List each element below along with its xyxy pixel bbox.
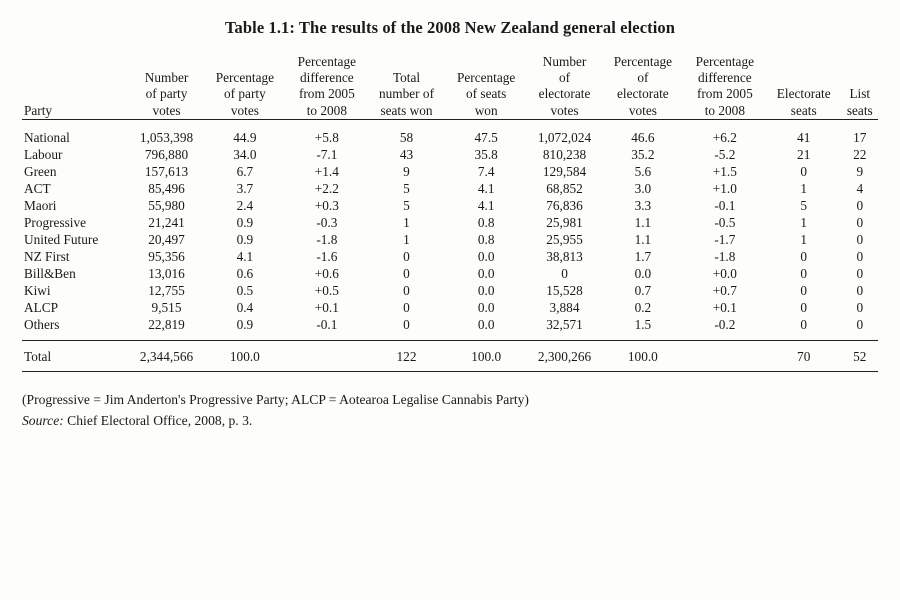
cell-list-seats: 17 — [853, 129, 867, 145]
cell-electorate-votes-diff: -0.5 — [714, 214, 736, 230]
cell-party: Maori — [24, 197, 57, 213]
cell-electorate-votes: 25,981 — [546, 214, 583, 230]
cell-party-votes: 95,356 — [148, 248, 185, 264]
cell-total-party-votes-diff — [286, 341, 368, 366]
column-header-list-seats — [842, 54, 878, 119]
cell-party: Green — [24, 163, 57, 179]
cell-party-votes-diff: -0.3 — [316, 214, 338, 230]
cell-total-seats-pct: 100.0 — [445, 341, 527, 366]
cell-list-seats: 0 — [856, 214, 864, 230]
cell-party-votes-pct: 4.1 — [236, 248, 254, 264]
cell-party: Bill&Ben — [24, 266, 76, 281]
header-line: of seats — [466, 86, 507, 102]
cell-total-electorate-votes-diff — [684, 341, 766, 366]
cell-party: NZ First — [24, 248, 70, 264]
cell-party-votes-pct: 3.7 — [236, 180, 254, 196]
column-header-percentage-difference-party — [286, 54, 368, 119]
header-line: difference — [300, 70, 354, 86]
header-line: of party — [224, 86, 266, 102]
table-row — [22, 299, 878, 316]
cell-seats-pct: 0.8 — [477, 231, 495, 247]
cell-electorate-seats: 5 — [800, 197, 808, 213]
table-body — [22, 129, 878, 365]
cell-party-votes-pct: 0.9 — [236, 317, 254, 333]
cell-electorate-votes-diff: -1.8 — [714, 248, 736, 264]
cell-electorate-votes-pct: 1.5 — [634, 317, 652, 333]
table-row — [22, 214, 878, 231]
cell-party-votes-pct: 0.9 — [236, 214, 254, 230]
cell-total-seats: 5 — [403, 180, 410, 196]
table-row — [22, 146, 878, 163]
table-row — [22, 316, 878, 341]
cell-seats-pct: 0.0 — [477, 248, 495, 264]
cell-electorate-votes-diff: -5.2 — [714, 146, 736, 162]
cell-electorate-votes: 1,072,024 — [537, 129, 592, 145]
header-line: votes — [230, 102, 259, 118]
cell-total-party-votes-pct: 100.0 — [204, 341, 286, 366]
cell-electorate-votes-pct: 0.7 — [634, 283, 652, 299]
header-line: Number — [542, 54, 587, 69]
cell-electorate-seats: 1 — [800, 180, 808, 196]
cell-total-seats: 5 — [403, 197, 410, 213]
table-row — [22, 231, 878, 248]
cell-seats-pct: 0.0 — [477, 300, 495, 316]
header-line: Percentage — [613, 54, 673, 69]
cell-electorate-votes-diff: +1.0 — [712, 180, 737, 196]
header-line: of — [558, 70, 571, 86]
cell-party: Labour — [24, 146, 63, 162]
cell-electorate-seats: 0 — [800, 300, 808, 316]
table-row — [22, 282, 878, 299]
cell-electorate-votes-diff: +0.0 — [712, 266, 737, 281]
cell-list-seats: 22 — [853, 146, 867, 162]
header-line: Electorate — [776, 86, 831, 102]
cell-party-votes-diff: -0.1 — [316, 317, 338, 333]
cell-party-votes-pct: 34.0 — [233, 146, 257, 162]
cell-electorate-votes: 76,836 — [546, 197, 583, 213]
header-line: from 2005 — [298, 86, 355, 102]
cell-electorate-votes-diff: +6.2 — [712, 129, 737, 145]
cell-electorate-votes: 32,571 — [546, 317, 583, 333]
header-line: to 2008 — [306, 102, 347, 118]
cell-party-votes-diff: -7.1 — [316, 146, 338, 162]
header-line: List — [849, 86, 871, 102]
cell-electorate-seats: 0 — [800, 317, 808, 333]
header-line: seats — [790, 102, 817, 118]
cell-party-votes-diff: +1.4 — [314, 163, 339, 179]
cell-party-votes-pct: 44.9 — [233, 129, 257, 145]
header-line: Percentage — [456, 70, 516, 86]
cell-electorate-votes-pct: 35.2 — [631, 146, 655, 162]
table-total-row — [22, 341, 878, 366]
cell-electorate-votes-diff: +0.7 — [712, 283, 737, 299]
cell-electorate-votes: 68,852 — [546, 180, 583, 196]
cell-party-votes-diff: -1.8 — [316, 231, 338, 247]
cell-total-seats: 1 — [403, 231, 410, 247]
cell-electorate-votes-pct: 0.0 — [634, 266, 652, 281]
source-note — [22, 411, 878, 431]
cell-party-votes: 21,241 — [148, 214, 185, 230]
table-bottom-rule — [22, 371, 878, 372]
cell-party: Kiwi — [24, 283, 51, 299]
header-line: Percentage — [297, 54, 356, 69]
cell-list-seats: 0 — [856, 248, 864, 264]
cell-seats-pct: 0.0 — [477, 266, 495, 281]
table-notes — [22, 390, 878, 430]
cell-party: ALCP — [24, 300, 58, 316]
cell-total-seats: 1 — [403, 214, 410, 230]
cell-electorate-votes-diff: -0.1 — [714, 197, 736, 213]
header-line: of — [637, 70, 649, 86]
column-header-total-seats-won — [368, 54, 445, 119]
table-row — [22, 248, 878, 265]
cell-seats-pct: 0.0 — [477, 283, 495, 299]
cell-list-seats: 4 — [856, 180, 864, 196]
cell-party-votes-pct: 0.5 — [236, 283, 254, 299]
cell-party-votes-diff: +2.2 — [314, 180, 339, 196]
cell-total-seats: 9 — [403, 163, 410, 179]
cell-electorate-votes-pct: 5.6 — [634, 163, 652, 179]
header-line: seats won — [380, 102, 433, 118]
cell-total-party-votes: 2,344,566 — [129, 341, 204, 366]
table-header — [22, 54, 878, 129]
cell-party-votes-diff: -1.6 — [316, 248, 338, 264]
cell-total-seats: 43 — [399, 146, 414, 162]
cell-list-seats: 0 — [856, 231, 864, 247]
header-line: votes — [628, 102, 657, 118]
cell-electorate-seats: 0 — [800, 163, 808, 179]
cell-total-seats: 58 — [399, 129, 414, 145]
cell-total-seats: 0 — [403, 266, 410, 281]
cell-party-votes-diff: +0.6 — [314, 266, 339, 281]
cell-party: National — [24, 129, 70, 145]
cell-total-label: Total — [22, 341, 129, 366]
cell-total-seats: 0 — [403, 300, 410, 316]
header-line: to 2008 — [704, 102, 745, 118]
cell-electorate-votes-pct: 1.7 — [634, 248, 652, 264]
cell-total-seats: 0 — [403, 283, 410, 299]
cell-total-electorate-votes: 2,300,266 — [527, 341, 602, 366]
cell-electorate-votes: 0 — [561, 266, 568, 281]
table-caption: Table 1.1: The results of the 2008 New Zealand general election — [224, 18, 676, 37]
cell-party: United Future — [24, 231, 99, 247]
election-results-table — [22, 54, 878, 365]
header-line: won — [474, 102, 498, 118]
cell-list-seats: 0 — [856, 317, 864, 333]
cell-electorate-votes: 810,238 — [542, 146, 587, 162]
cell-seats-pct: 35.8 — [474, 146, 498, 162]
table-row — [22, 265, 878, 282]
cell-party-votes: 796,880 — [144, 146, 189, 162]
cell-electorate-seats: 21 — [797, 146, 811, 162]
cell-electorate-votes-pct: 3.3 — [634, 197, 652, 213]
cell-party-votes: 1,053,398 — [139, 129, 194, 145]
cell-electorate-votes: 3,884 — [549, 300, 580, 316]
cell-electorate-votes: 38,813 — [546, 248, 583, 264]
column-header-percentage-of-seats-won — [445, 54, 527, 119]
cell-list-seats: 9 — [856, 163, 864, 179]
cell-total-seats: 0 — [403, 317, 410, 333]
column-header-percentage-of-party-votes — [204, 54, 286, 119]
header-line: votes — [550, 102, 579, 118]
cell-party-votes: 157,613 — [144, 163, 189, 179]
header-line: votes — [152, 102, 181, 118]
cell-party: ACT — [24, 180, 51, 196]
cell-party-votes-pct: 0.9 — [236, 231, 254, 247]
cell-party-votes: 22,819 — [148, 317, 185, 333]
cell-party: Others — [24, 317, 60, 333]
header-line: Party — [24, 102, 53, 118]
cell-party-votes-pct: 6.7 — [236, 163, 254, 179]
header-line: electorate — [538, 86, 591, 102]
cell-total-seats: 122 — [368, 341, 445, 366]
table-row — [22, 163, 878, 180]
cell-electorate-votes-diff: +0.1 — [712, 300, 737, 316]
cell-electorate-votes-pct: 46.6 — [631, 129, 655, 145]
cell-seats-pct: 4.1 — [477, 197, 495, 213]
cell-list-seats: 0 — [856, 300, 864, 316]
cell-electorate-votes: 25,955 — [546, 231, 583, 247]
cell-party-votes-pct: 0.4 — [236, 300, 254, 316]
cell-party-votes-diff: +0.5 — [314, 283, 339, 299]
cell-electorate-seats: 0 — [800, 266, 808, 281]
cell-electorate-seats: 41 — [797, 129, 811, 145]
cell-party-votes: 20,497 — [148, 231, 185, 247]
column-header-number-of-party-votes — [129, 54, 204, 119]
header-spacer-cell — [22, 119, 878, 129]
cell-party-votes-diff: +5.8 — [314, 129, 339, 145]
cell-party-votes: 12,755 — [148, 283, 185, 299]
column-header-electorate-seats — [766, 54, 842, 119]
column-header-number-of-electorate-votes — [527, 54, 602, 119]
cell-electorate-votes: 15,528 — [546, 283, 583, 299]
header-line: electorate — [617, 86, 669, 102]
column-header-percentage-of-electorate-votes — [602, 54, 684, 119]
cell-seats-pct: 0.0 — [477, 317, 495, 333]
header-line: Percentage — [215, 70, 275, 86]
cell-party: Progressive — [24, 214, 87, 230]
cell-total-electorate-seats: 70 — [766, 341, 842, 366]
cell-electorate-votes-pct: 1.1 — [634, 231, 652, 247]
header-line: from 2005 — [696, 86, 753, 102]
table-row — [22, 197, 878, 214]
header-line: Number — [144, 70, 189, 86]
cell-electorate-votes-diff: +1.5 — [712, 163, 737, 179]
cell-total-electorate-votes-pct: 100.0 — [602, 341, 684, 366]
column-header-party — [22, 54, 129, 119]
table-row — [22, 180, 878, 197]
cell-electorate-seats: 1 — [800, 214, 808, 230]
cell-list-seats: 0 — [856, 197, 864, 213]
cell-electorate-seats: 0 — [800, 248, 808, 264]
cell-party-votes-pct: 0.6 — [236, 266, 254, 281]
table-header-row — [22, 54, 878, 119]
table-row — [22, 129, 878, 146]
cell-total-seats: 0 — [403, 248, 410, 264]
cell-party-votes: 55,980 — [148, 197, 185, 213]
cell-party-votes: 9,515 — [151, 300, 182, 316]
cell-party-votes-diff: +0.1 — [314, 300, 339, 316]
abbreviations-note: (Progressive = Jim Anderton's Progressive Party; ALCP = Aotearoa Legalise Cannabis Party) — [22, 392, 529, 408]
cell-electorate-votes-pct: 0.2 — [634, 300, 652, 316]
source-text: Chief Electoral Office, 2008, p. 3. — [63, 412, 253, 428]
cell-electorate-seats: 0 — [800, 283, 808, 299]
header-line: Total — [392, 70, 421, 86]
cell-party-votes-diff: +0.3 — [314, 197, 339, 213]
header-spacer-row — [22, 119, 878, 129]
cell-party-votes: 85,496 — [148, 180, 185, 196]
cell-electorate-votes-diff: -0.2 — [714, 317, 736, 333]
cell-electorate-votes: 129,584 — [542, 163, 587, 179]
header-line: number of — [378, 86, 435, 102]
header-line: Percentage — [695, 54, 754, 69]
source-label: Source: — [22, 412, 64, 428]
column-header-percentage-difference-electorate — [684, 54, 766, 119]
header-line: of party — [145, 86, 188, 102]
cell-electorate-votes-pct: 3.0 — [634, 180, 652, 196]
cell-seats-pct: 47.5 — [474, 129, 498, 145]
cell-seats-pct: 7.4 — [477, 163, 495, 179]
cell-seats-pct: 4.1 — [477, 180, 495, 196]
cell-electorate-votes-pct: 1.1 — [634, 214, 652, 230]
header-line: difference — [698, 70, 752, 86]
cell-party-votes: 13,016 — [148, 266, 185, 281]
cell-total-list-seats: 52 — [842, 341, 878, 366]
cell-party-votes-pct: 2.4 — [236, 197, 254, 213]
cell-list-seats: 0 — [856, 266, 864, 281]
cell-list-seats: 0 — [856, 283, 864, 299]
cell-seats-pct: 0.8 — [477, 214, 495, 230]
cell-electorate-votes-diff: -1.7 — [714, 231, 736, 247]
cell-electorate-seats: 1 — [800, 231, 808, 247]
header-line: seats — [846, 102, 873, 118]
